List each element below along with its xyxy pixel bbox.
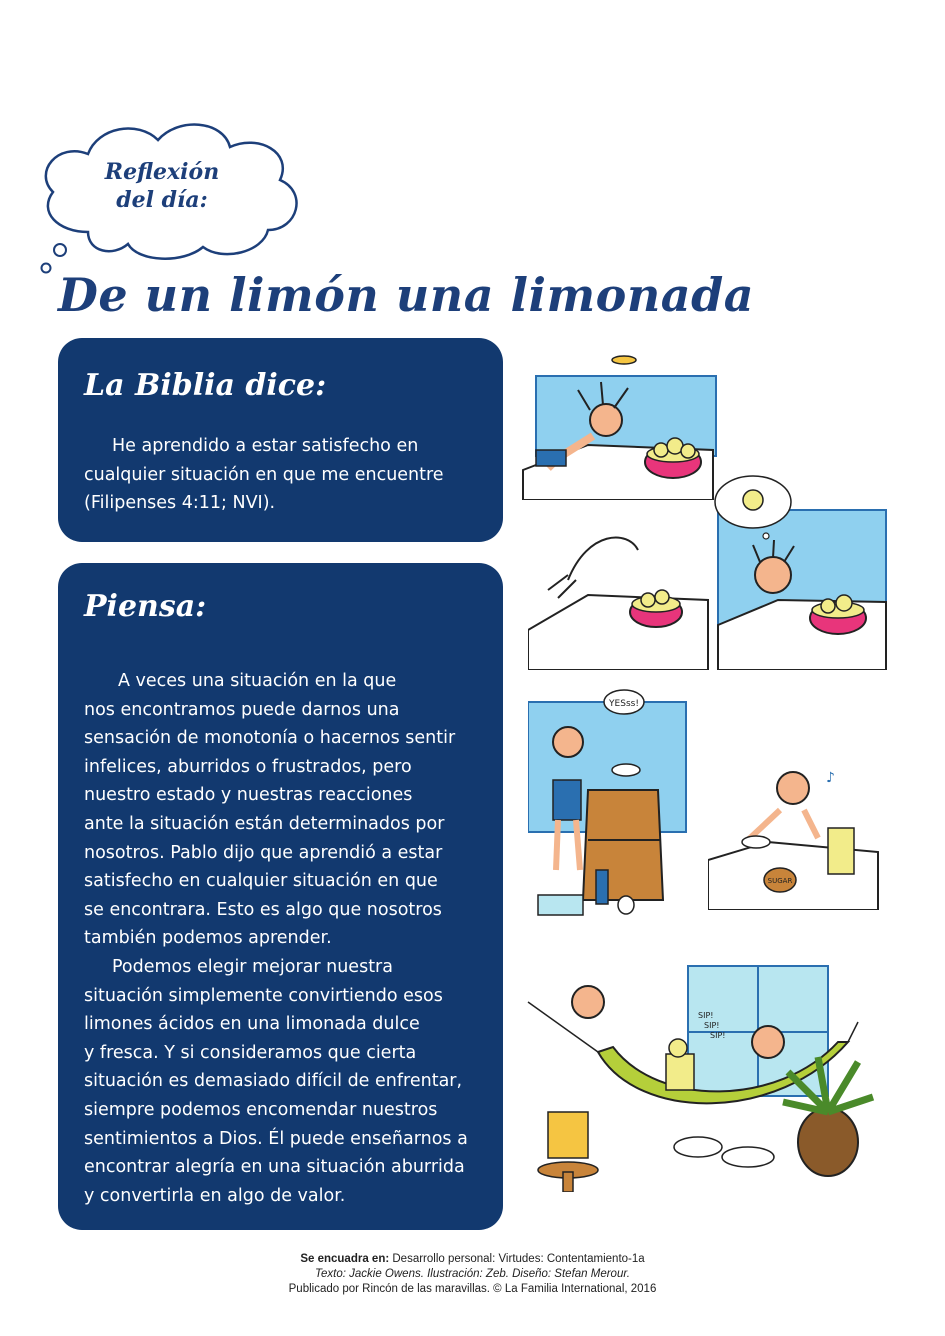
- think-text: [84, 667, 499, 1210]
- think-line: Podemos elegir mejorar nuestra: [112, 956, 393, 977]
- speech-sip-2: SIP!: [704, 1021, 720, 1030]
- think-line: situación simplemente convirtiendo esos: [84, 985, 443, 1006]
- think-box: [58, 563, 503, 1230]
- thought-cloud-line-2: del día:: [116, 187, 208, 213]
- sugar-label: SUGAR: [767, 877, 793, 885]
- illustration-hammock: [518, 962, 888, 1192]
- bible-line: He aprendido a estar satisfecho en: [112, 436, 419, 456]
- think-line: nosotros. Pablo dijo que aprendió a estar: [84, 842, 443, 863]
- svg-text:♪: ♪: [826, 770, 835, 786]
- think-line: sensación de monotonía o hacernos sentir: [84, 728, 456, 749]
- think-line: ante la situación están determinados por: [84, 813, 445, 834]
- bible-heading: La Biblia dice:: [84, 368, 327, 403]
- think-line: situación es demasiado difícil de enfrentar,: [84, 1071, 463, 1092]
- illustration-squeeze: [708, 760, 888, 910]
- page-title: De un limón una limonada: [58, 268, 755, 322]
- footer: [0, 1252, 945, 1297]
- think-line: encontrar alegría en una situación aburrida: [84, 1157, 465, 1178]
- bible-verse-box: [58, 338, 503, 542]
- bible-line: cualquier situación en que me encuentre: [84, 464, 444, 485]
- think-line: también podemos aprender.: [84, 928, 332, 949]
- bible-verse-text: [84, 432, 484, 518]
- think-line: nos encontramos puede darnos una: [84, 699, 400, 720]
- think-line: y convertirla en algo de valor.: [84, 1185, 346, 1206]
- think-heading: Piensa:: [84, 589, 207, 624]
- thought-cloud-text: [92, 158, 232, 214]
- illustration-idea: [528, 470, 888, 670]
- footer-category-row: [0, 1252, 945, 1267]
- think-line: nuestro estado y nuestras reacciones: [84, 785, 413, 806]
- footer-credits: Texto: Jackie Owens. Ilustración: Zeb. Diseño: Stefan Merour.: [315, 1268, 630, 1280]
- think-line: A veces una situación en la que: [118, 671, 397, 691]
- think-line: siempre podemos encomendar nuestros: [84, 1099, 438, 1120]
- footer-label: Se encuadra en:: [300, 1253, 390, 1265]
- thought-cloud-line-1: Reflexión: [104, 159, 220, 185]
- think-line: y fresca. Y si consideramos que cierta: [84, 1042, 417, 1063]
- illustration-cupboard: [528, 680, 708, 930]
- think-line: sentimientos a Dios. Él puede enseñarnos a: [84, 1128, 468, 1149]
- footer-publisher: Publicado por Rincón de las maravillas. © La Familia International, 2016: [288, 1283, 657, 1295]
- speech-yes: YESss!: [609, 699, 639, 709]
- think-line: se encontrara. Esto es algo que nosotros: [84, 899, 442, 920]
- think-line: infelices, aburridos o frustrados, pero: [84, 756, 412, 777]
- think-line: limones ácidos en una limonada dulce: [84, 1014, 420, 1035]
- speech-sip-3: SIP!: [710, 1031, 726, 1040]
- think-line: satisfecho en cualquier situación en que: [84, 871, 438, 892]
- footer-category: Desarrollo personal: Virtudes: Contentamiento-1a: [389, 1253, 645, 1265]
- speech-sip-1: SIP!: [698, 1011, 714, 1020]
- bible-line: (Filipenses 4:11; NVI).: [84, 493, 276, 513]
